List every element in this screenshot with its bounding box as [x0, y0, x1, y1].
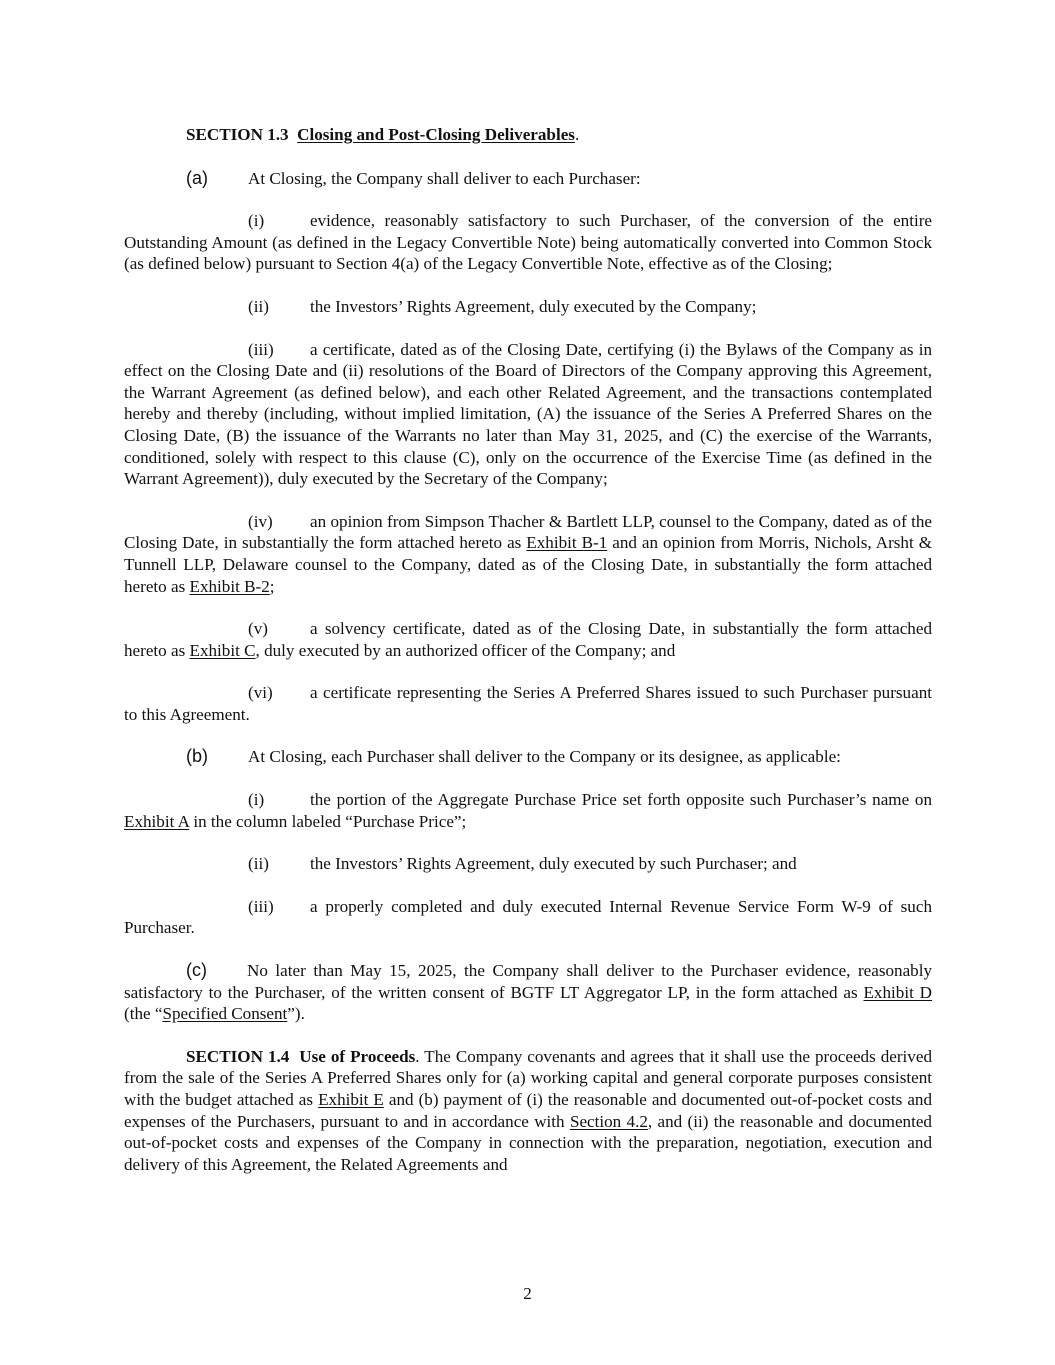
section-number: SECTION 1.3 [186, 125, 289, 144]
section-1-4-paragraph: SECTION 1.4 Use of Proceeds. The Company covenants and agrees that it shall use the proceeds derived from the sale of the Series A Preferred Shares only for (a) working capital and general corporate purposes consistent with the budget attached as Exhibit E and (b) payment of (i) the reasonable and documented out-of-pocket costs and expenses of the Purchasers, pursuant to and in accordance with Section 4.2, and (ii) the reasonable and documented out-of-pocket costs and expenses of the Company in connection with the preparation, negotiation, execution and delivery of this Agreement, the Related Agreements and [124, 1046, 933, 1174]
section-title: Closing and Post-Closing Deliverables [297, 125, 575, 144]
exhibit-d-link[interactable]: Exhibit D [863, 982, 932, 1002]
exhibit-b-1-link[interactable]: Exhibit B-1 [526, 533, 608, 553]
clause-marker: (i) [248, 790, 265, 810]
clause-marker: (b) [186, 746, 208, 767]
clause-a-iv: (iv) an opinion from Simpson Thacher & Bartlett LLP, counsel to the Company, dated as of the Closing Date, in substantially the form attached hereto as Exhibit B-1 and an opinion from Morris, Nichols, Arsht & Tunnell LLP, Delaware counsel to the Company, dated as of the Closing Date, in substantially the form attached hereto as Exhibit B-2; [124, 511, 933, 596]
clause-marker: (a) [186, 167, 208, 188]
exhibit-e-link[interactable]: Exhibit E [318, 1090, 384, 1109]
exhibit-c-link[interactable]: Exhibit C [189, 640, 256, 660]
clause-b-i: (i) the portion of the Aggregate Purchase Price set forth opposite such Purchaser’s name on Exhibit A in the column labeled “Purchase Price”; [124, 790, 932, 831]
clause-marker: (i) [248, 211, 265, 231]
page-number: 2 [523, 1284, 532, 1303]
exhibit-a-link[interactable]: Exhibit A [124, 811, 190, 831]
clause-marker: (ii) [248, 854, 269, 874]
clause-marker: (v) [248, 619, 268, 639]
clause-a: (a) At Closing, the Company shall deliver to each Purchaser: [186, 167, 641, 188]
clause-a-vi: (vi) a certificate representing the Series A Preferred Shares issued to such Purchaser pursuant to this Agreement. [124, 683, 932, 724]
clause-marker: (vi) [248, 683, 273, 703]
exhibit-b-2-link[interactable]: Exhibit B-2 [189, 576, 270, 596]
clause-marker: (iii) [248, 339, 274, 359]
clause-marker: (iv) [248, 511, 273, 531]
clause-b-ii: (ii) the Investors’ Rights Agreement, duly executed by such Purchaser; and [248, 854, 797, 874]
clause-marker: (c) [186, 960, 207, 981]
clause-c: (c) No later than May 15, 2025, the Company shall deliver to the Purchaser evidence, reasonably satisfactory to the Purchaser, of the written consent of BGTF LT Aggregator LP, in the form attached as Exhibit D (the “Specified Consent”). [124, 960, 932, 1024]
clause-a-v: (v) a solvency certificate, dated as of the Closing Date, in substantially the form attached hereto as Exhibit C, duly executed by an authorized officer of the Company; and [124, 619, 932, 660]
clause-b: (b) At Closing, each Purchaser shall deliver to the Company or its designee, as applicable: [186, 746, 841, 767]
clause-marker: (iii) [248, 896, 274, 916]
section-number: SECTION 1.4 [186, 1046, 290, 1066]
section-4-2-link[interactable]: Section 4.2 [569, 1111, 648, 1131]
clause-a-i: (i) evidence, reasonably satisfactory to such Purchaser, of the conversion of the entire Outstanding Amount (as defined in the Legacy Convertible Note) being automatically converted into Common Stock (as defined below) pursuant to Section 4(a) of the Legacy Convertible Note, effective as of the Closing; [124, 211, 932, 274]
section-title: Use of Proceeds [299, 1046, 416, 1066]
clause-a-ii: (ii) the Investors’ Rights Agreement, duly executed by the Company; [248, 296, 757, 316]
clause-marker: (ii) [248, 296, 269, 316]
specified-consent-term: Specified Consent [162, 1004, 288, 1024]
document-page [124, 124, 932, 1175]
clause-b-iii: (iii) a properly completed and duly executed Internal Revenue Service Form W-9 of such Purchaser. [124, 896, 932, 938]
clause-a-iii: (iii) a certificate, dated as of the Closing Date, certifying (i) the Bylaws of the Company as in effect on the Closing Date and (ii) resolutions of the Board of Directors of the Company approving this Agreement, the Warrant Agreement (as defined below), and each other Related Agreement, and the transactions contemplated hereby and thereby (including, without implied limitation, (A) the issuance of the Series A Preferred Shares on the Closing Date, (B) the issuance of the Warrants no later than May 31, 2025, and (C) the exercise of the Warrants, conditioned, solely with respect to this clause (C), only on the occurrence of the Exercise Time (as defined in the Warrant Agreement)), duly executed by the Secretary of the Company; [124, 339, 932, 489]
section-1-3-heading: SECTION 1.3 Closing and Post-Closing Deliverables. [186, 125, 580, 144]
